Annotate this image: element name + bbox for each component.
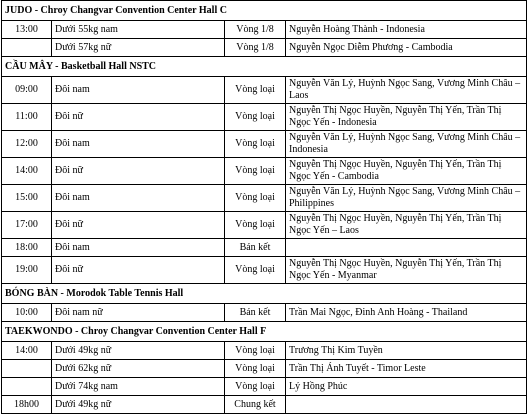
round-cell: Vòng loại	[225, 185, 286, 212]
time-cell: 14:00	[2, 342, 52, 360]
event-cell: Đôi nam	[52, 239, 225, 257]
round-cell: Vòng loại	[225, 158, 286, 185]
event-cell: Dưới 55kg nam	[52, 21, 225, 39]
time-cell: 10:00	[2, 304, 52, 322]
time-cell: 13:00	[2, 21, 52, 39]
section-title: JUDO - Chroy Changvar Convention Center Hall C	[2, 1, 527, 21]
event-cell: Đôi nữ	[52, 104, 225, 131]
athletes-cell: Trần Thị Ánh Tuyết - Timor Leste	[286, 360, 527, 378]
time-cell: 09:00	[2, 77, 52, 104]
section-title: BÓNG BÀN - Morodok Table Tennis Hall	[2, 284, 527, 304]
athletes-cell: Nguyễn Văn Lý, Huỳnh Ngọc Sang, Vương Minh Châu – Indonesia	[286, 131, 527, 158]
table-row	[2, 158, 527, 185]
event-cell: Dưới 49kg nữ	[52, 396, 225, 414]
table-row	[2, 257, 527, 284]
athletes-cell: Nguyễn Thị Ngọc Huyền, Nguyễn Thị Yến, Trần Thị Ngọc Yến - Indonesia	[286, 104, 527, 131]
time-cell: 15:00	[2, 185, 52, 212]
table-row	[2, 131, 527, 158]
schedule-table	[1, 0, 527, 414]
table-row	[2, 21, 527, 39]
section-bong-ban	[2, 284, 527, 304]
table-row	[2, 212, 527, 239]
athletes-cell: Nguyễn Thị Ngọc Huyền, Nguyễn Thị Yến, Trần Thị Ngọc Yến - Cambodia	[286, 158, 527, 185]
table-row	[2, 360, 527, 378]
table-row	[2, 39, 527, 57]
round-cell: Vòng loại	[225, 104, 286, 131]
athletes-cell: Lý Hồng Phúc	[286, 378, 527, 396]
round-cell: Bán kết	[225, 239, 286, 257]
table-row	[2, 378, 527, 396]
time-cell	[2, 378, 52, 396]
round-cell: Vòng loại	[225, 378, 286, 396]
event-cell: Đôi nữ	[52, 158, 225, 185]
event-cell: Đôi nam nữ	[52, 304, 225, 322]
time-cell: 17:00	[2, 212, 52, 239]
event-cell: Đôi nữ	[52, 257, 225, 284]
section-title: CẦU MÂY - Basketball Hall NSTC	[2, 57, 527, 77]
event-cell: Dưới 49kg nữ	[52, 342, 225, 360]
athletes-cell: Trương Thị Kim Tuyền	[286, 342, 527, 360]
section-judo	[2, 1, 527, 21]
event-cell: Đôi nữ	[52, 212, 225, 239]
round-cell: Vòng loại	[225, 342, 286, 360]
round-cell: Chung kết	[225, 396, 286, 414]
table-row	[2, 185, 527, 212]
table-row	[2, 239, 527, 257]
event-cell: Dưới 57kg nữ	[52, 39, 225, 57]
section-title: TAEKWONDO - Chroy Changvar Convention Center Hall F	[2, 322, 527, 342]
athletes-cell: Nguyễn Văn Lý, Huỳnh Ngọc Sang, Vương Minh Châu – Philippines	[286, 185, 527, 212]
athletes-cell: Nguyễn Hoàng Thành - Indonesia	[286, 21, 527, 39]
round-cell: Vòng loại	[225, 257, 286, 284]
athletes-cell: Trần Mai Ngọc, Đinh Anh Hoàng - Thailand	[286, 304, 527, 322]
round-cell: Vòng 1/8	[225, 39, 286, 57]
event-cell: Đôi nam	[52, 77, 225, 104]
athletes-cell: Nguyễn Thị Ngọc Huyền, Nguyễn Thị Yến, Trần Thị Ngọc Yến – Laos	[286, 212, 527, 239]
table-row	[2, 304, 527, 322]
athletes-cell: Nguyễn Văn Lý, Huỳnh Ngọc Sang, Vương Minh Châu – Laos	[286, 77, 527, 104]
table-row	[2, 77, 527, 104]
athletes-cell	[286, 396, 527, 414]
round-cell: Vòng loại	[225, 77, 286, 104]
athletes-cell	[286, 239, 527, 257]
table-row	[2, 342, 527, 360]
time-cell	[2, 39, 52, 57]
table-row	[2, 396, 527, 414]
time-cell: 11:00	[2, 104, 52, 131]
event-cell: Dưới 74kg nam	[52, 378, 225, 396]
event-cell: Đôi nam	[52, 185, 225, 212]
round-cell: Vòng loại	[225, 212, 286, 239]
round-cell: Vòng loại	[225, 131, 286, 158]
time-cell: 19:00	[2, 257, 52, 284]
table-row	[2, 104, 527, 131]
round-cell: Vòng loại	[225, 360, 286, 378]
event-cell: Dưới 62kg nữ	[52, 360, 225, 378]
time-cell	[2, 360, 52, 378]
time-cell: 14:00	[2, 158, 52, 185]
section-taekwondo	[2, 322, 527, 342]
time-cell: 18h00	[2, 396, 52, 414]
athletes-cell: Nguyễn Ngọc Diễm Phương - Cambodia	[286, 39, 527, 57]
round-cell: Vòng 1/8	[225, 21, 286, 39]
time-cell: 18:00	[2, 239, 52, 257]
event-cell: Đôi nam	[52, 131, 225, 158]
athletes-cell: Nguyễn Thị Ngọc Huyền, Nguyễn Thị Yến, Trần Thị Ngọc Yến - Myanmar	[286, 257, 527, 284]
section-cau-may	[2, 57, 527, 77]
time-cell: 12:00	[2, 131, 52, 158]
round-cell: Bán kết	[225, 304, 286, 322]
